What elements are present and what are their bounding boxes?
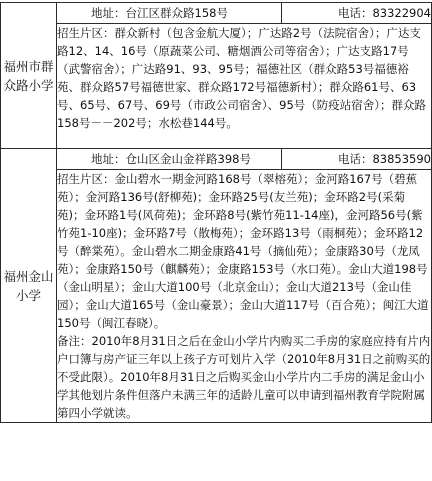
district-cell-2 <box>57 170 432 423</box>
district-paragraph: 招生片区：群众新村（包含金航大厦）；广达路2号（法院宿舍）；广达支路12、14、16号（原蔬菜公司、糖烟酒公司等宿舍）；广达支路17号（武警宿舍）；广达路91、93、95号；福德社区（群众路53号福德裕苑、群众路57号福德世家、群众路172号福德新村）；群众路61号、63号、65号、67号、69号（市政公司宿舍）、95号（防疫站宿舍）；群众路158号－－202号；水松巷144号。 <box>57 26 427 130</box>
phone-cell <box>282 3 431 23</box>
address-cell <box>57 3 282 23</box>
phone-cell <box>282 149 431 169</box>
school-name-2 <box>1 149 57 423</box>
address-row-1 <box>57 3 432 24</box>
school-name-text: 福州市群众路小学 <box>3 58 54 93</box>
phone-text: 电话：83322904 <box>337 6 431 20</box>
address-cell <box>57 149 282 169</box>
address-text: 地址：台江区群众路158号 <box>91 6 228 20</box>
school-district-table <box>0 2 432 423</box>
address-row-2 <box>57 149 432 170</box>
school-name-text: 福州金山小学 <box>3 268 54 303</box>
remark-paragraph: 备注：2010年8月31日之后在金山小学片内购买二手房的家庭应持有片内户口簿与房产证三年以上孩子方可划片入学（2010年8月31日之前购买的不受此限）。2010年8月31日之后购买金山小学片内二手房的满足金山小学其他划片条件但落户未满三年的适龄儿童可以申请到福州教育学院附属第四小学就读。 <box>57 334 431 420</box>
district-cell-1 <box>57 24 432 149</box>
district-paragraph: 招生片区：金山碧水一期金河路168号（翠榕苑）；金河路167号（碧蕉苑）；金河路136号(舒柳苑)；金环路25号(友兰苑)；金环路2号(采菊苑)；金环路1号(风荷苑)；金环路8号(紫竹苑11-14座)，金河路56号(紫竹苑1-10座)；金环路7号（散梅苑）；金环路13号（雨桐苑）；金环路12号（醉棠苑）。金山碧水二期金康路41号（摘仙苑）；金康路30号（龙凤苑）；金康路150号（麒麟苑）；金康路153号（水口苑）。金山大道198号（金山明星）；金山大道100号（北京金山）；金山大道213号（金山佳园）；金山大道165号（金山豪景）；金山大道117号（百合苑）；闽江大道150号（闽江春晓）。 <box>57 172 429 330</box>
address-text: 地址：仓山区金山金祥路398号 <box>91 152 251 166</box>
school-name-1 <box>1 3 57 149</box>
phone-text: 电话：83853590 <box>337 152 431 166</box>
